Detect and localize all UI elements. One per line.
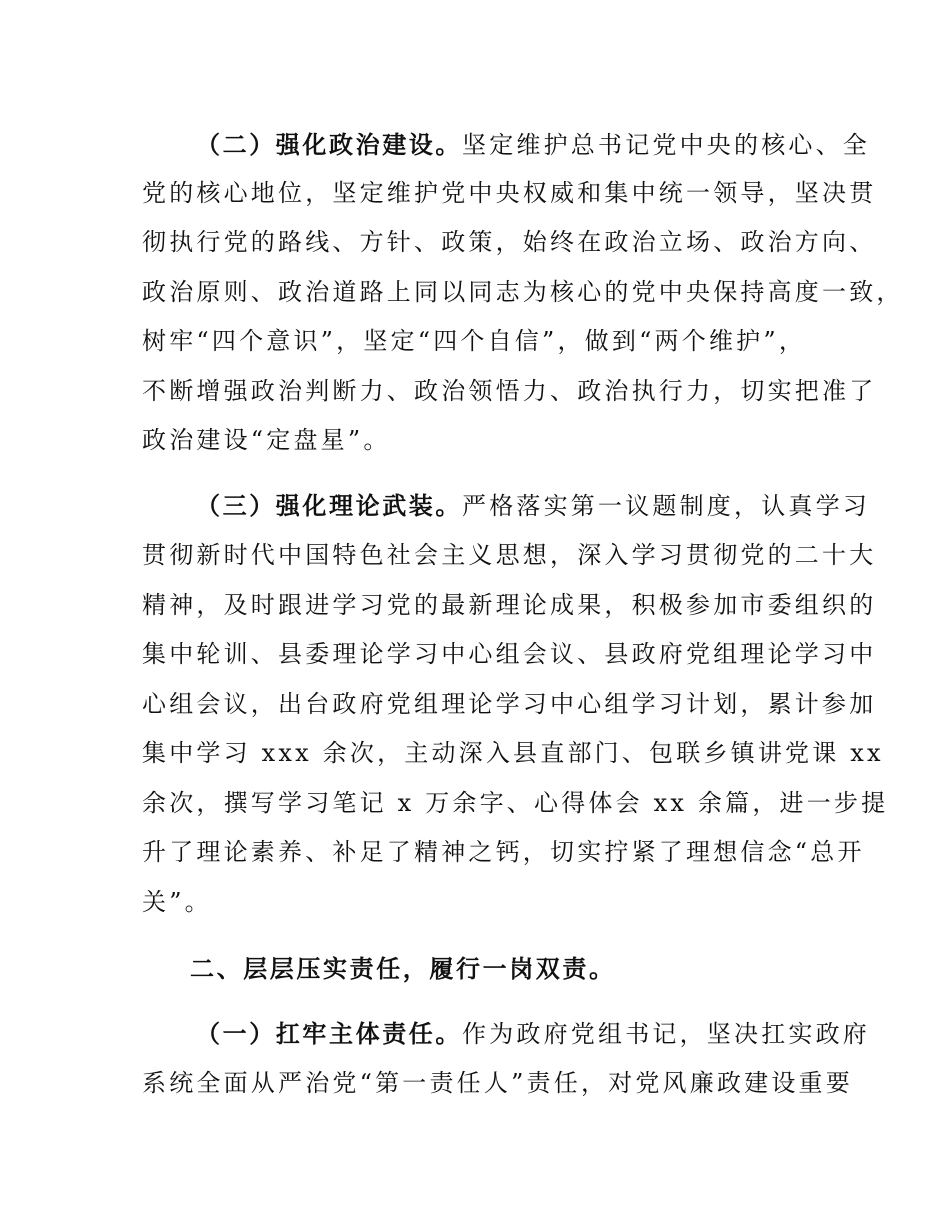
text-line: 政治原则、政治道路上同以同志为核心的党中央保持高度一致， [142,278,904,306]
paragraph-lead: （三）强化理论武装。 [196,492,462,520]
paragraph-text: 作为政府党组书记，坚决扛实政府 [462,1020,870,1048]
text-line: 升了理论素养、补足了精神之钙，切实拧紧了理想信念“总开 [142,838,865,866]
paragraph-theory-first-line [196,488,870,524]
text-line: 不断增强政治判断力、政治领悟力、政治执行力，切实把准了 [142,377,877,405]
text-line: 心组会议，出台政府党组理论学习中心组学习计划，累计参加 [142,690,877,718]
section-heading: 二、层层压实责任，履行一岗双责。 [190,955,616,983]
text-line: 贯彻新时代中国特色社会主义思想，深入学习贯彻党的二十大 [142,541,877,569]
paragraph-responsibility-first-line [196,1016,870,1052]
text-line: 精神，及时跟进学习党的最新理论成果，积极参加市委组织的 [142,591,877,619]
paragraph-political-first-line [196,127,870,163]
text-line: 彻执行党的路线、方针、政策，始终在政治立场、政治方向、 [142,228,877,256]
text-line: 关”。 [142,888,212,916]
paragraph-lead: （一）扛牢主体责任。 [196,1020,462,1048]
text-line: 集中轮训、县委理论学习中心组会议、县政府党组理论学习中 [142,640,877,668]
paragraph-text: 坚定维护总书记党中央的核心、全 [462,131,870,159]
text-line: 系统全面从严治党“第一责任人”责任，对党风廉政建设重要 [142,1069,853,1097]
paragraph-text: 严格落实第一议题制度，认真学习 [462,492,870,520]
text-line: 余次，撰写学习笔记 x 万余字、心得体会 xx 余篇，进一步提 [142,789,889,817]
text-line: 集中学习 xxx 余次，主动深入县直部门、包联乡镇讲党课 xx [142,739,884,767]
paragraph-lead: （二）强化政治建设。 [196,131,462,159]
text-line: 政治建设“定盘星”。 [142,426,391,454]
text-line: 党的核心地位，坚定维护党中央权威和集中统一领导，坚决贯 [142,179,877,207]
text-line: 树牢“四个意识”，坚定“四个自信”，做到“两个维护”， [142,327,807,355]
